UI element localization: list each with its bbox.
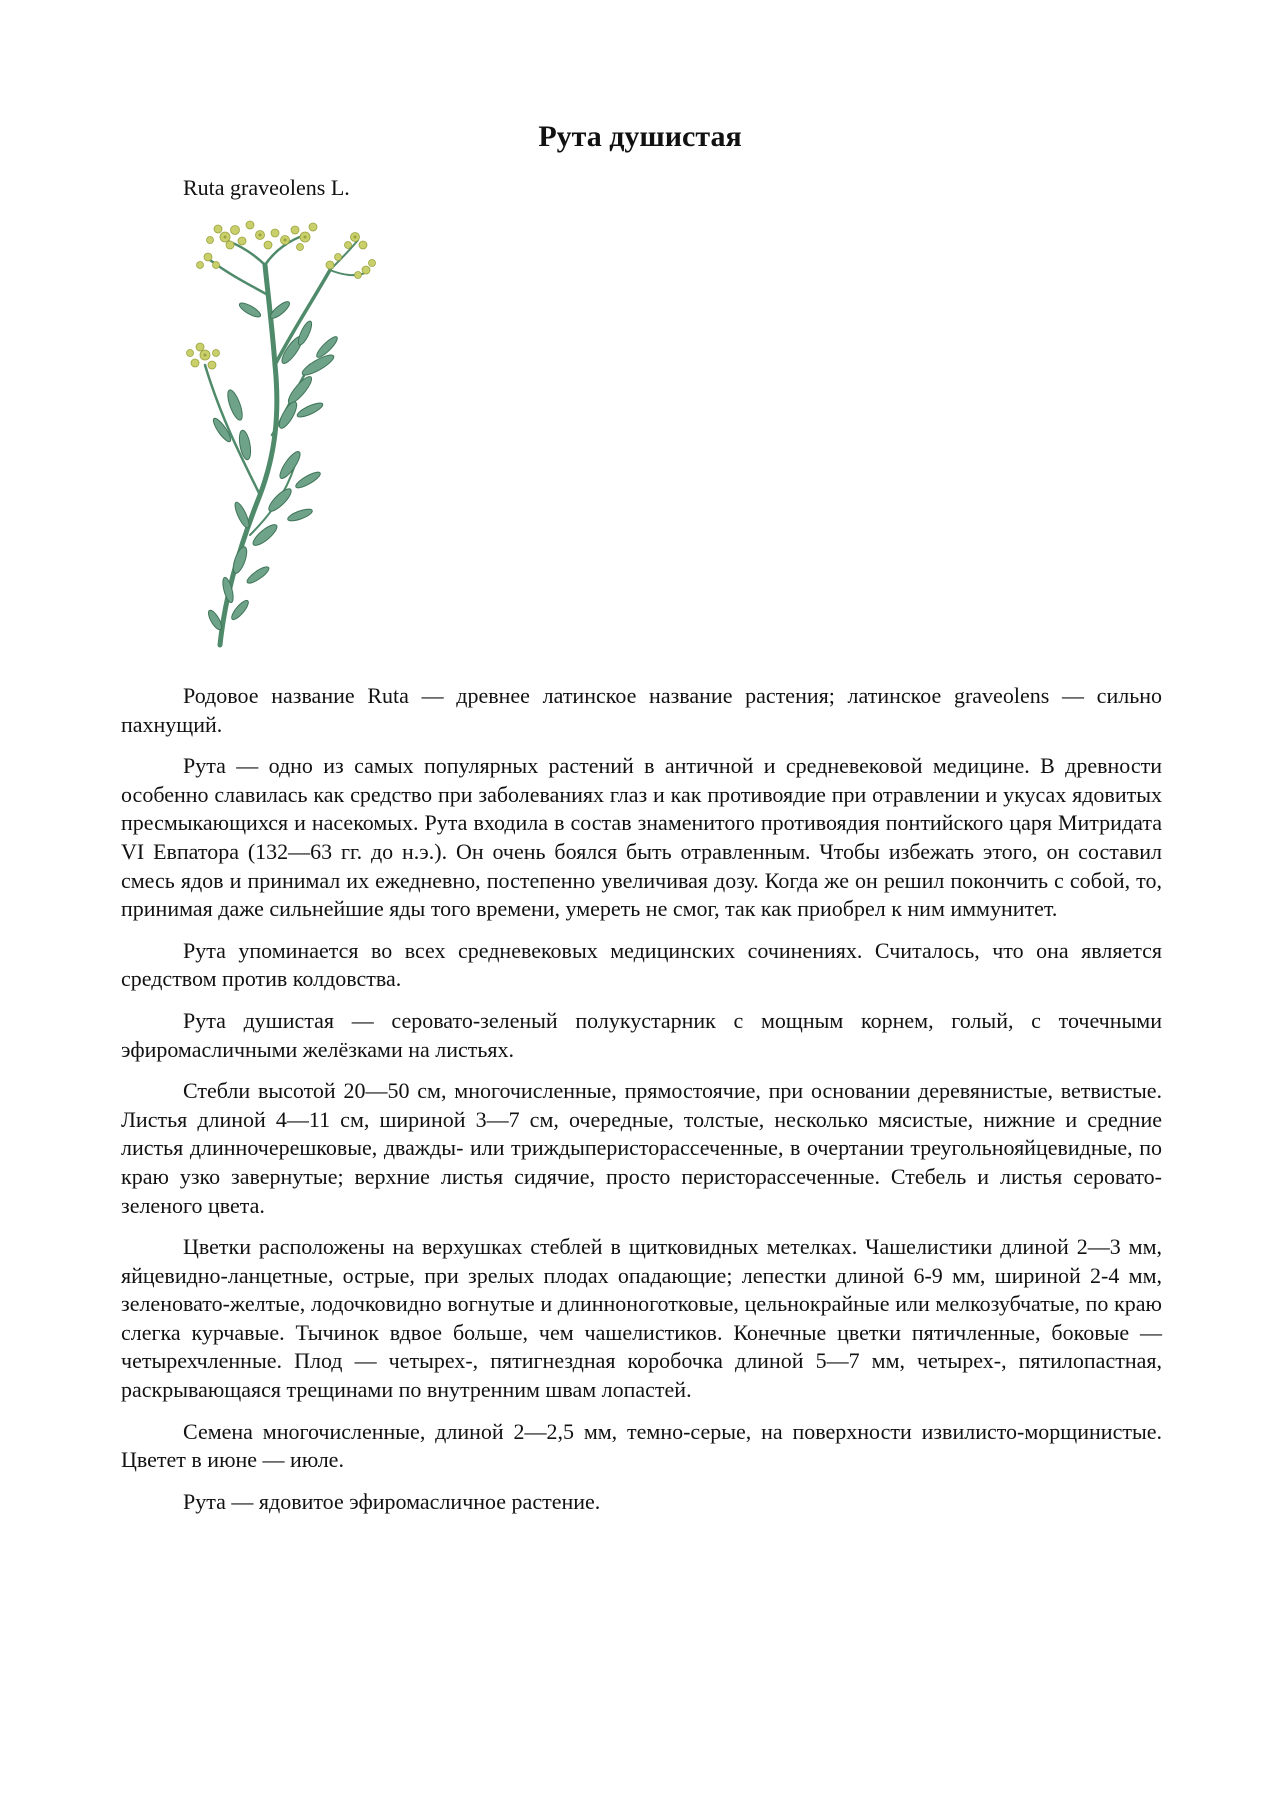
rue-plant-illustration <box>180 215 430 655</box>
paragraph: Стебли высотой 20—50 см, многочисленные, прямостоячие, при основании деревянистые, ветвистые. Листья длиной 4—11 см, шириной 3—7 см, очередные, толстые, несколько мясистые, нижние и средние листья длинночерешковые, дважды- или триждыперисторассеченные, в очертании треугольнояйцевидные, по краю узко завернутые; верхние листья сидячие, просто перисторассеченные. Стебель и листья серовато-зеленого цвета. <box>121 1078 1162 1218</box>
plant-icon <box>180 215 430 655</box>
document-body <box>121 682 1162 1529</box>
paragraph: Рута — одно из самых популярных растений в античной и средневековой медицине. В древности особенно славилась как средство при заболеваниях глаз и как противоядие при отравлении и укусах ядовитых пресмыкающихся и насекомых. Рута входила в состав знаменитого противоядия понтийского царя Митридата VI Евпатора (132—63 гг. до н.э.). Он очень боялся быть отравленным. Чтобы избежать этого, он составил смесь ядов и принимал их ежедневно, постепенно увеличивая дозу. Когда же он решил покончить с собой, то, принимая даже сильнейшие яды того времени, умереть не смог, так как приобрел к ним иммунитет. <box>121 753 1162 922</box>
paragraph: Цветки расположены на верхушках стеблей в щитковидных метелках. Чашелистики длиной 2—3 мм, яйцевидно-ланцетные, острые, при зрелых плодах опадающие; лепестки длиной 6-9 мм, шириной 2-4 мм, зеленовато-желтые, лодочковидно вогнутые и длинноноготковые, цельнокрайные или мелкозубчатые, по краю слегка курчавые. Тычинок вдвое больше, чем чашелистиков. Конечные цветки пятичленные, боковые — четырехчленные. Плод — четырех-, пятигнездная коробочка длиной 5—7 мм, четырех-, пятилопастная, раскрывающаяся трещинами по внутренним швам лопастей. <box>121 1234 1162 1403</box>
paragraph: Рута упоминается во всех средневековых медицинских сочинениях. Считалось, что она является средством против колдовства. <box>121 937 1162 992</box>
paragraph: Рута — ядовитое эфиромасличное растение. <box>183 1488 601 1514</box>
latin-name: Ruta graveolens L. <box>183 175 350 200</box>
paragraph: Рута душистая — серовато-зеленый полукустарник с мощным корнем, голый, с точечными эфиромасличными желёзками на листьях. <box>121 1007 1162 1062</box>
page-title: Рута душистая <box>538 120 742 153</box>
paragraph: Родовое название Ruta — древнее латинское название растения; латинское graveolens — сильно пахнущий. <box>121 683 1162 737</box>
paragraph: Семена многочисленные, длиной 2—2,5 мм, темно-серые, на поверхности извилисто-морщинистые. Цветет в июне — июле. <box>121 1418 1162 1473</box>
plant-flowers <box>187 221 376 369</box>
